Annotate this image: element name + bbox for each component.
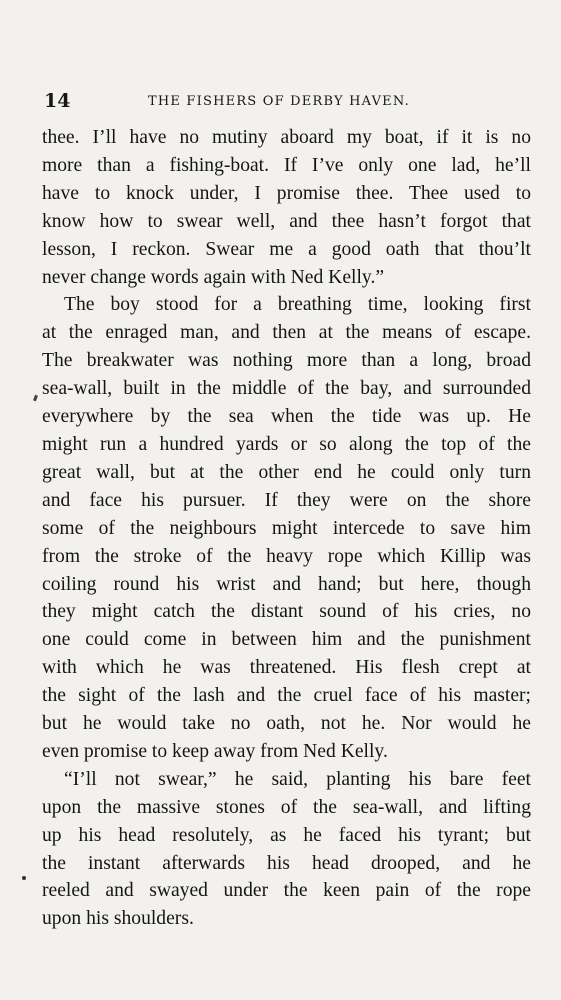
text-line: thee. I’ll have no mutiny aboard my boat, if it is no (42, 127, 531, 148)
text-line: some of the neighbours might intercede to save him (42, 517, 531, 539)
text-line: more than a fishing-boat. If I’ve only one lad, he’ll (42, 154, 531, 176)
text-line: reeled and swayed under the keen pain of the rope (42, 880, 531, 902)
text-line: sea-wall, built in the middle of the bay, and surrounded (42, 378, 531, 400)
text-line: the instant afterwards his head drooped, and he (42, 852, 531, 874)
paragraph-2 (42, 291, 531, 765)
text-line: with which he was threatened. His flesh crept at (42, 657, 531, 679)
paragraph-3 (42, 766, 531, 933)
text-line: The breakwater was nothing more than a long, broad (42, 350, 531, 372)
text-line: “I’ll not swear,” he said, planting his bare feet (64, 768, 531, 790)
text-line: the sight of the lash and the cruel face of his master; (42, 685, 531, 707)
text-line: never change words again with Ned Kelly.” (42, 266, 385, 288)
text-line: upon the massive stones of the sea-wall, and lifting (42, 796, 531, 818)
text-line: from the stroke of the heavy rope which Killip was (42, 545, 531, 567)
page-number: 14 (44, 90, 71, 112)
print-speck (33, 395, 38, 402)
text-line: they might catch the distant sound of his cries, no (42, 601, 531, 623)
text-line: have to knock under, I promise thee. Thee used to (42, 182, 531, 204)
text-line: coiling round his wrist and hand; but here, though (42, 573, 531, 595)
text-line: The boy stood for a breathing time, looking first (64, 294, 531, 316)
text-line: know how to swear well, and thee hasn’t forgot that (42, 210, 531, 232)
body-text (42, 124, 531, 933)
paragraph-1 (42, 124, 531, 291)
text-line: great wall, but at the other end he could only turn (42, 461, 531, 483)
text-line: up his head resolutely, as he faced his tyrant; but (42, 824, 531, 846)
text-line: one could come in between him and the punishment (42, 629, 531, 651)
text-line: upon his shoulders. (42, 908, 194, 930)
running-title: THE FISHERS OF DERBY HAVEN. (148, 94, 410, 109)
text-line: and face his pursuer. If they were on the shore (42, 489, 531, 511)
text-line: might run a hundred yards or so along the top of the (42, 433, 531, 455)
text-line: even promise to keep away from Ned Kelly. (42, 740, 388, 762)
text-line: at the enraged man, and then at the means of escape. (42, 322, 531, 344)
page-header (44, 90, 530, 114)
text-line: but he would take no oath, not he. Nor would he (42, 713, 531, 735)
text-line: lesson, I reckon. Swear me a good oath that thou’lt (42, 238, 531, 260)
text-line: everywhere by the sea when the tide was up. He (42, 406, 531, 428)
margin-dot (22, 876, 26, 880)
